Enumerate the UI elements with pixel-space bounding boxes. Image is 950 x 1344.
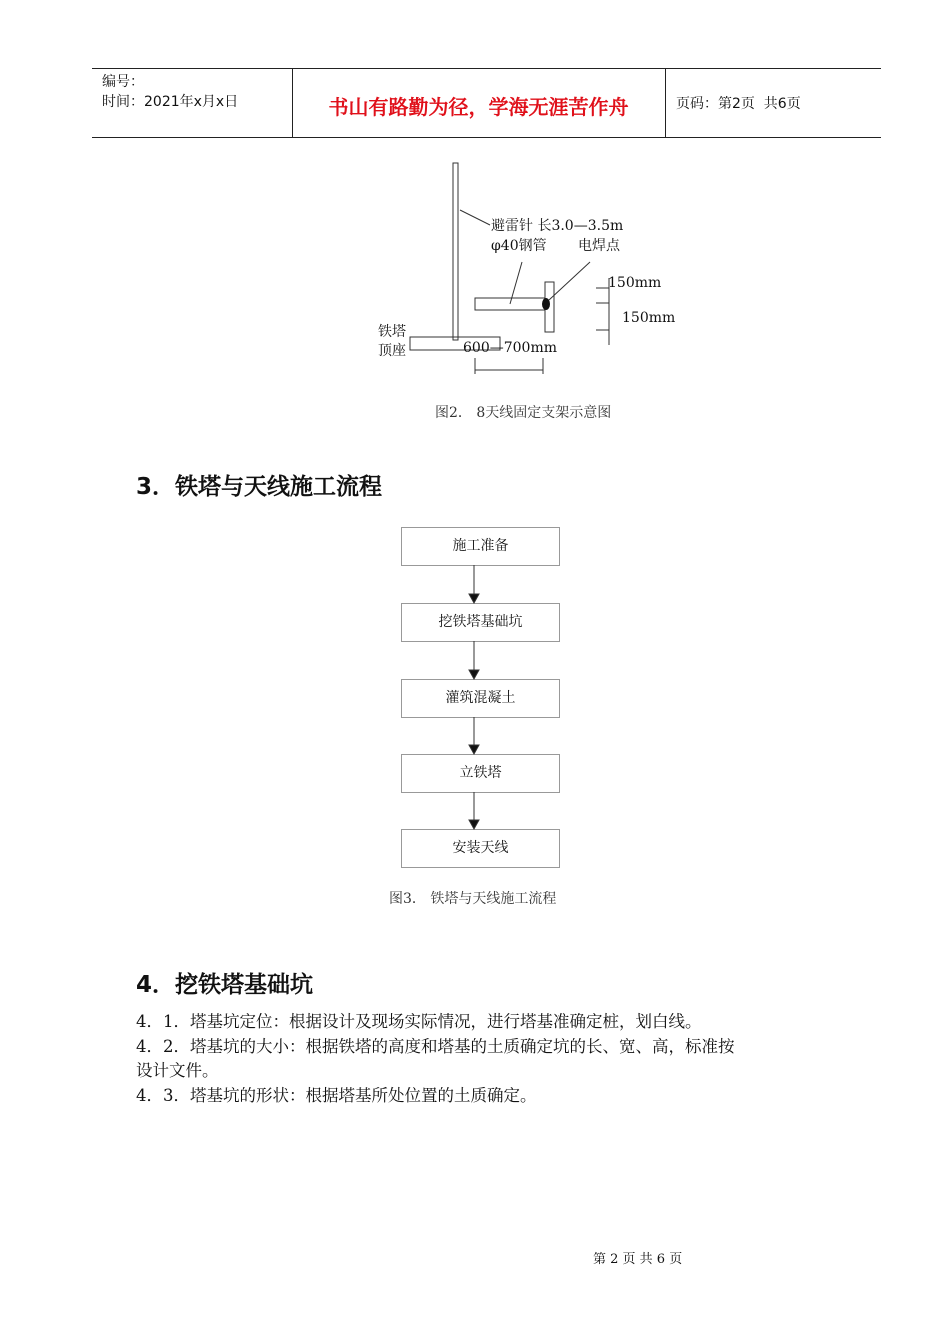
lightning-rod-label: 避雷针 长3.0—3.5m [491, 218, 624, 234]
motto: 书山有路勤为径，学海无涯苦作舟 [328, 95, 629, 119]
dimension-b-label: 150mm [622, 310, 676, 326]
paragraph-4-2-cont: 设计文件。 [136, 1061, 219, 1080]
flow-arrow-4-head [469, 820, 479, 829]
dimension-a-label: 150mm [608, 275, 662, 291]
figure2-caption: 图2． 8天线固定支架示意图 [435, 405, 612, 421]
paragraph-4-3: 4．3．塔基坑的形状：根据塔基所处位置的土质确定。 [136, 1086, 537, 1105]
section4-heading: 4．挖铁塔基础坑 [136, 972, 314, 998]
paragraph-4-2: 4．2．塔基坑的大小：根据铁塔的高度和塔基的土质确定坑的长、宽、高，标准按 [136, 1037, 735, 1056]
flow-step-5: 安装天线 [401, 829, 560, 868]
page-footer: 第 2 页 共 6 页 [593, 1252, 683, 1267]
flow-step-4: 立铁塔 [401, 754, 560, 793]
flow-arrow-1-head [469, 594, 479, 603]
top-seat-label: 顶座 [378, 343, 406, 359]
span-label: 600—700mm [463, 340, 557, 356]
paragraph-4-1: 4．1．塔基坑定位：根据设计及现场实际情况，进行塔基准确定桩，划白线。 [136, 1012, 702, 1031]
flow-step-3: 灌筑混凝土 [401, 679, 560, 718]
time-label: 时间：2021年x月x日 [102, 94, 239, 110]
flow-step-1: 施工准备 [401, 527, 560, 566]
figure3-caption: 图3． 铁塔与天线施工流程 [389, 891, 557, 907]
weld-point-label: 电焊点 [578, 238, 620, 254]
number-label: 编号： [102, 74, 144, 90]
section3-heading: 3．铁塔与天线施工流程 [136, 474, 383, 500]
flow-step-2: 挖铁塔基础坑 [401, 603, 560, 642]
flow-arrow-2-head [469, 670, 479, 679]
tower-label: 铁塔 [378, 324, 406, 340]
steel-pipe-label: φ40钢管 [491, 238, 547, 254]
page-label: 页码：第2页 共6页 [676, 96, 801, 112]
flow-arrow-3-head [469, 745, 479, 754]
